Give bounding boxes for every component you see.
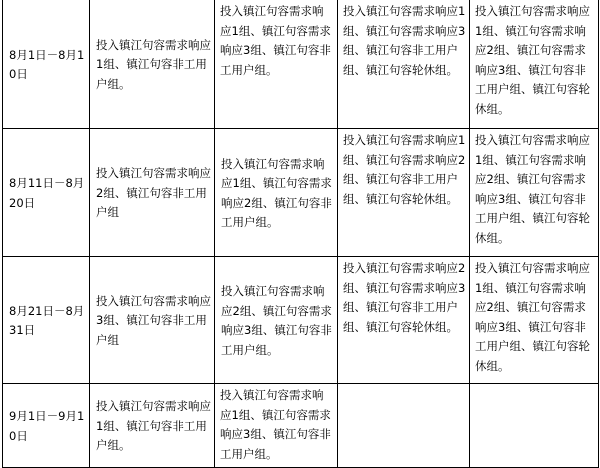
table-cell: 投入镇江句容需求响应1组、镇江句容非工用户组。	[90, 0, 215, 129]
table-cell: 投入镇江句容需求响应1组、镇江句容需求响应2组、镇江句容需求响应3组、镇江句容非工用户组、镇江句容轮休组。	[470, 257, 599, 384]
table-cell: 投入镇江句容需求响应2组、镇江句容非工用户组	[90, 129, 215, 257]
period-cell: 8月21日－8月31日	[3, 257, 90, 384]
table-row	[3, 0, 599, 129]
table-cell: 投入镇江句容需求响应1组、镇江句容需求响应2组、镇江句容需求响应3组、镇江句容非工用户组、镇江句容轮休组。	[470, 0, 599, 129]
period-cell: 8月1日－8月10日	[3, 0, 90, 129]
table-cell: 投入镇江句容需求响应1组、镇江句容需求响应3组、镇江句容非工用户组。	[215, 0, 338, 129]
empty-cell	[470, 384, 599, 468]
table-cell: 投入镇江句容需求响应3组、镇江句容非工用户组	[90, 257, 215, 384]
table-row	[3, 257, 599, 384]
table-row	[3, 384, 599, 468]
table-cell: 投入镇江句容需求响应2组、镇江句容需求响应3组、镇江句容非工用户组、镇江句容轮休组。	[338, 257, 470, 384]
table-cell: 投入镇江句容需求响应2组、镇江句容需求响应3组、镇江句容非工用户组。	[215, 257, 338, 384]
schedule-table	[2, 0, 599, 468]
period-cell: 9月1日－9月10日	[3, 384, 90, 468]
table-cell: 投入镇江句容需求响应1组、镇江句容需求响应2组、镇江句容需求响应3组、镇江句容非工用户组、镇江句容轮休组。	[470, 129, 599, 257]
table-cell: 投入镇江句容需求响应1组、镇江句容需求响应3组、镇江句容非工用户组、镇江句容轮休组。	[338, 0, 470, 129]
period-cell: 8月11日－8月20日	[3, 129, 90, 257]
empty-cell	[338, 384, 470, 468]
table-cell: 投入镇江句容需求响应1组、镇江句容需求响应2组、镇江句容非工用户组。	[215, 129, 338, 257]
table-cell: 投入镇江句容需求响应1组、镇江句容需求响应3组、镇江句容非工用户组。	[215, 384, 338, 468]
table-row	[3, 129, 599, 257]
table-cell: 投入镇江句容需求响应1组、镇江句容非工用户组。	[90, 384, 215, 468]
table-cell: 投入镇江句容需求响应1组、镇江句容需求响应2组、镇江句容非工用户组、镇江句容轮休组。	[338, 129, 470, 257]
